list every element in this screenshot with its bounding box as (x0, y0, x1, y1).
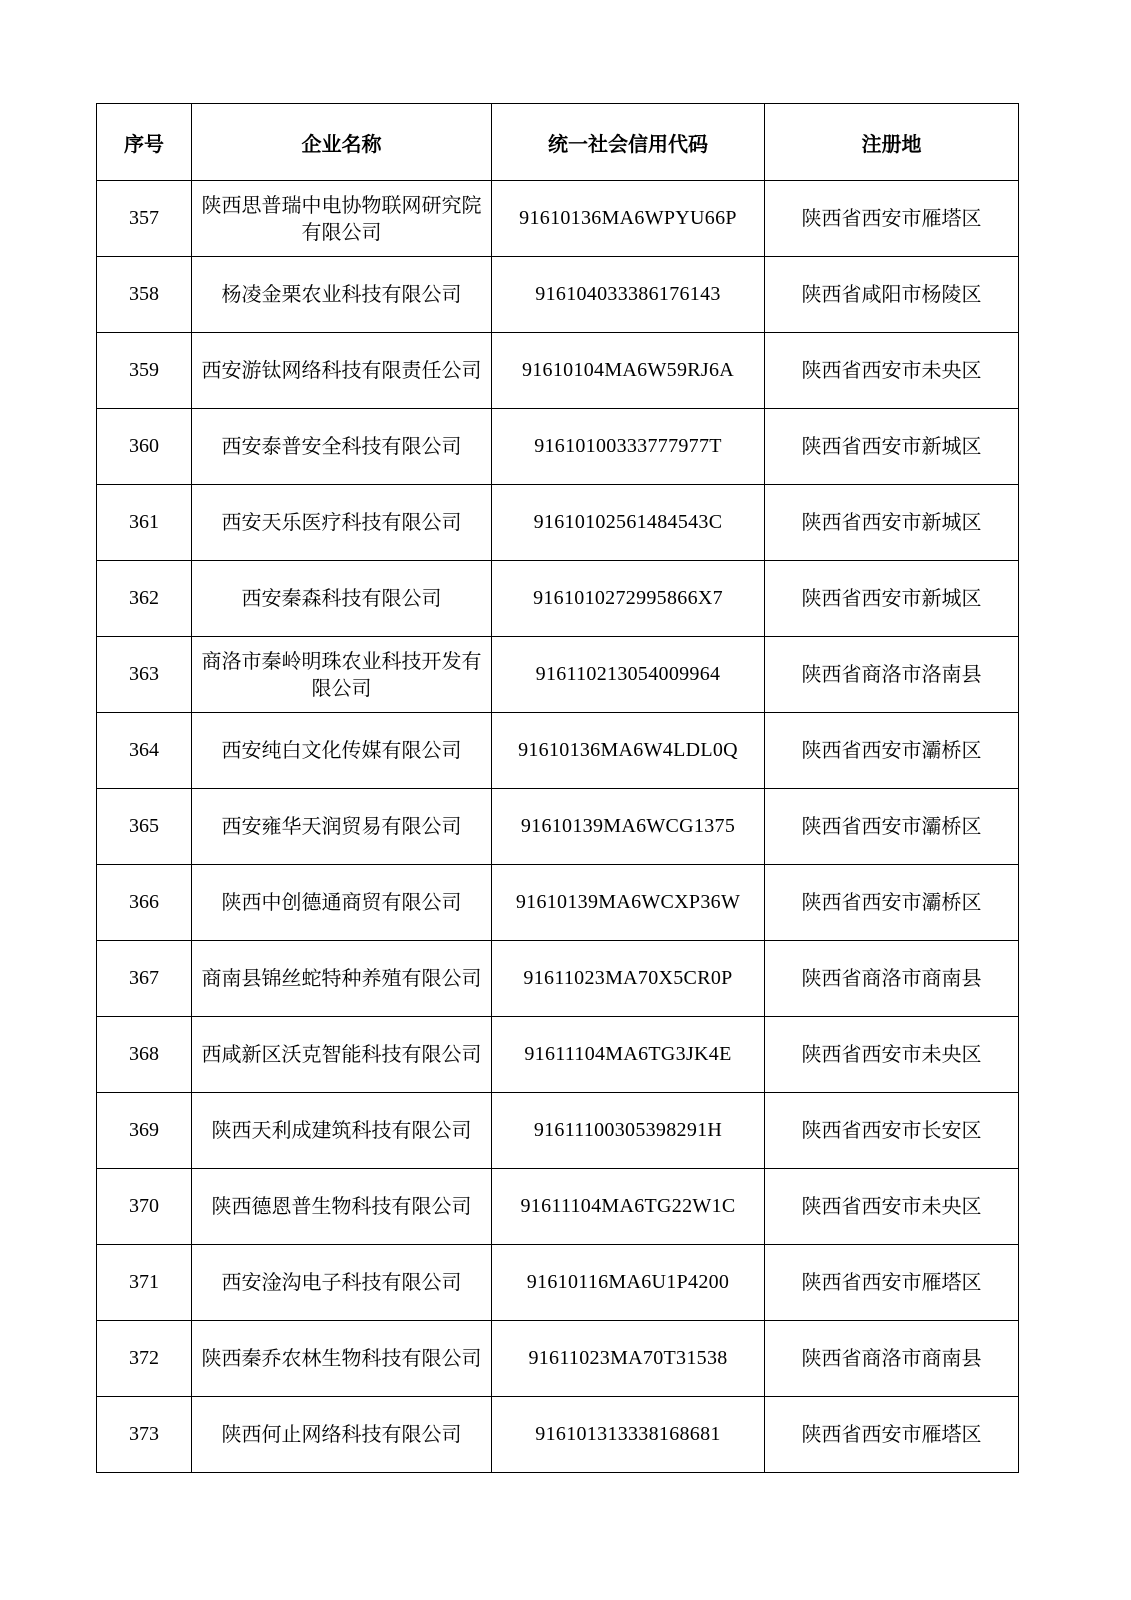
cell-name: 西咸新区沃克智能科技有限公司 (192, 1017, 492, 1093)
cell-name: 西安纯白文化传媒有限公司 (192, 713, 492, 789)
cell-code: 91611023MA70X5CR0P (492, 941, 765, 1017)
cell-code: 91611104MA6TG22W1C (492, 1169, 765, 1245)
cell-code: 91610100333777977T (492, 409, 765, 485)
cell-seq: 370 (97, 1169, 192, 1245)
cell-code: 91610139MA6WCG1375 (492, 789, 765, 865)
cell-seq: 366 (97, 865, 192, 941)
cell-name: 西安天乐医疗科技有限公司 (192, 485, 492, 561)
cell-place: 陕西省西安市雁塔区 (765, 1397, 1019, 1473)
cell-name: 西安秦森科技有限公司 (192, 561, 492, 637)
table-row (97, 409, 1019, 485)
table-row (97, 789, 1019, 865)
cell-place: 陕西省西安市灞桥区 (765, 713, 1019, 789)
cell-code: 91610116MA6U1P4200 (492, 1245, 765, 1321)
cell-seq: 368 (97, 1017, 192, 1093)
header-seq: 序号 (97, 104, 192, 181)
cell-code: 91610104MA6W59RJ6A (492, 333, 765, 409)
table-row (97, 1169, 1019, 1245)
cell-place: 陕西省咸阳市杨陵区 (765, 257, 1019, 333)
table-row (97, 1245, 1019, 1321)
cell-place: 陕西省商洛市洛南县 (765, 637, 1019, 713)
table-row (97, 561, 1019, 637)
cell-code: 91611104MA6TG3JK4E (492, 1017, 765, 1093)
table-row (97, 941, 1019, 1017)
cell-code: 9161010272995866X7 (492, 561, 765, 637)
table-row (97, 1017, 1019, 1093)
cell-seq: 359 (97, 333, 192, 409)
cell-name: 陕西何止网络科技有限公司 (192, 1397, 492, 1473)
header-row (97, 104, 1019, 181)
cell-name: 陕西秦乔农林生物科技有限公司 (192, 1321, 492, 1397)
table-row (97, 1321, 1019, 1397)
cell-code: 91611100305398291H (492, 1093, 765, 1169)
cell-place: 陕西省西安市灞桥区 (765, 865, 1019, 941)
cell-seq: 357 (97, 181, 192, 257)
header-code: 统一社会信用代码 (492, 104, 765, 181)
table-row (97, 1093, 1019, 1169)
cell-name: 陕西思普瑞中电协物联网研究院有限公司 (192, 181, 492, 257)
cell-place: 陕西省西安市新城区 (765, 485, 1019, 561)
cell-name: 陕西天利成建筑科技有限公司 (192, 1093, 492, 1169)
table-body (97, 181, 1019, 1473)
cell-name: 商洛市秦岭明珠农业科技开发有限公司 (192, 637, 492, 713)
cell-name: 商南县锦丝蛇特种养殖有限公司 (192, 941, 492, 1017)
cell-code: 91610136MA6WPYU66P (492, 181, 765, 257)
cell-place: 陕西省西安市灞桥区 (765, 789, 1019, 865)
cell-place: 陕西省西安市雁塔区 (765, 181, 1019, 257)
cell-place: 陕西省西安市未央区 (765, 333, 1019, 409)
cell-seq: 367 (97, 941, 192, 1017)
cell-seq: 365 (97, 789, 192, 865)
table-header (97, 104, 1019, 181)
cell-name: 西安泰普安全科技有限公司 (192, 409, 492, 485)
cell-place: 陕西省西安市新城区 (765, 409, 1019, 485)
cell-place: 陕西省西安市长安区 (765, 1093, 1019, 1169)
cell-place: 陕西省西安市新城区 (765, 561, 1019, 637)
cell-code: 916104033386176143 (492, 257, 765, 333)
table-row (97, 865, 1019, 941)
cell-code: 91610136MA6W4LDL0Q (492, 713, 765, 789)
cell-code: 91610102561484543C (492, 485, 765, 561)
cell-seq: 369 (97, 1093, 192, 1169)
cell-name: 西安雍华天润贸易有限公司 (192, 789, 492, 865)
cell-code: 91610139MA6WCXP36W (492, 865, 765, 941)
cell-name: 陕西德恩普生物科技有限公司 (192, 1169, 492, 1245)
table-row (97, 485, 1019, 561)
cell-place: 陕西省西安市未央区 (765, 1169, 1019, 1245)
cell-place: 陕西省商洛市商南县 (765, 1321, 1019, 1397)
cell-place: 陕西省西安市未央区 (765, 1017, 1019, 1093)
table-row (97, 181, 1019, 257)
table-row (97, 257, 1019, 333)
cell-seq: 371 (97, 1245, 192, 1321)
header-place: 注册地 (765, 104, 1019, 181)
table-row (97, 1397, 1019, 1473)
cell-seq: 363 (97, 637, 192, 713)
cell-seq: 372 (97, 1321, 192, 1397)
cell-code: 916110213054009964 (492, 637, 765, 713)
cell-place: 陕西省商洛市商南县 (765, 941, 1019, 1017)
cell-seq: 358 (97, 257, 192, 333)
cell-name: 西安游钛网络科技有限责任公司 (192, 333, 492, 409)
table-row (97, 713, 1019, 789)
header-name: 企业名称 (192, 104, 492, 181)
cell-name: 陕西中创德通商贸有限公司 (192, 865, 492, 941)
cell-code: 916101313338168681 (492, 1397, 765, 1473)
cell-place: 陕西省西安市雁塔区 (765, 1245, 1019, 1321)
cell-seq: 364 (97, 713, 192, 789)
cell-code: 91611023MA70T31538 (492, 1321, 765, 1397)
cell-name: 杨凌金栗农业科技有限公司 (192, 257, 492, 333)
cell-name: 西安淦沟电子科技有限公司 (192, 1245, 492, 1321)
cell-seq: 361 (97, 485, 192, 561)
table-row (97, 333, 1019, 409)
table-row (97, 637, 1019, 713)
cell-seq: 362 (97, 561, 192, 637)
cell-seq: 360 (97, 409, 192, 485)
cell-seq: 373 (97, 1397, 192, 1473)
enterprise-table (96, 103, 1019, 1473)
